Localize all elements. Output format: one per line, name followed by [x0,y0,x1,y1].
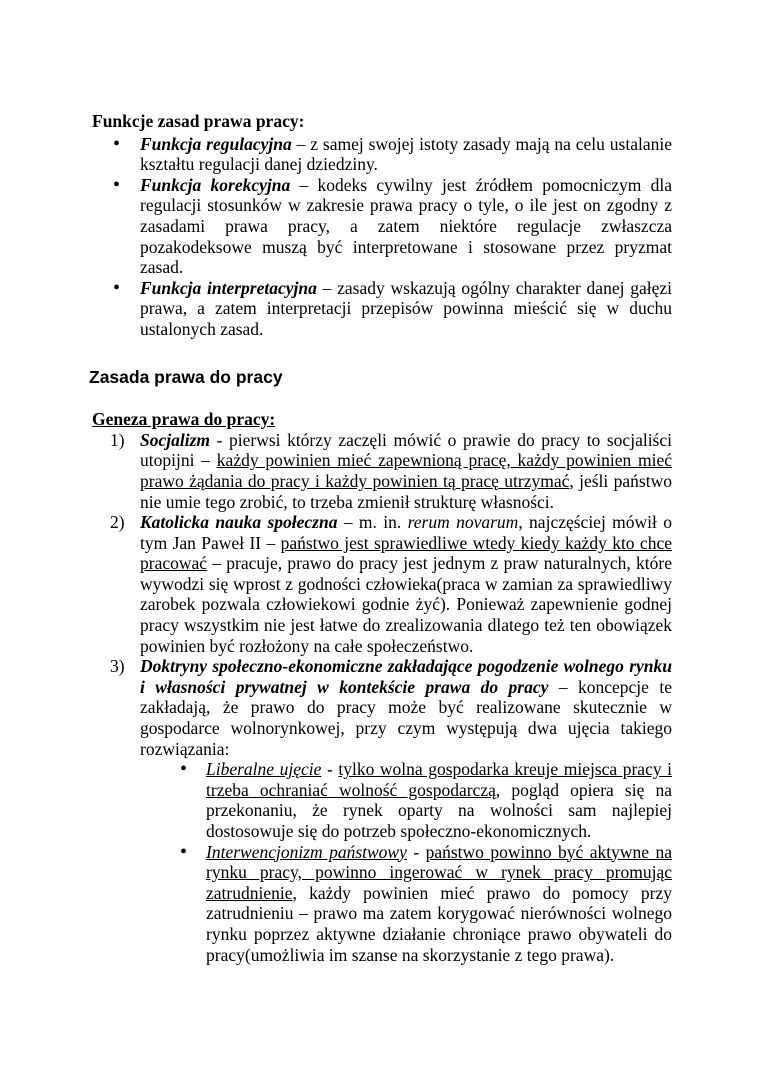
genesis-heading: Geneza prawa do pracy: [92,409,276,430]
genesis-list [92,430,672,965]
item-text: , pogląd opiera się na przekonaniu, że rynek oparty na wolności sam najlepiej dostosowuje się do potrzeb społeczno-ekonomicznych. [206,779,672,841]
list-item [110,429,673,512]
term: Katolicka nauka społeczna [140,512,338,533]
functions-heading: Funkcje zasad prawa pracy: [92,111,305,131]
list-item [140,175,672,278]
item-number: 3) [110,656,125,677]
underlined-text: tylko wolna gospodarka kreuje miejsca pracy i trzeba ochraniać wolność gospodarczą [206,759,673,800]
item-text: – kodeks cywilny jest źródłem pomocniczym dla regulacji stosunków w zakresie prawa pracy o tyle, o ile jest on zgodny z zasadami prawa pracy, a zatem niektóre regulacje zwłaszcza pozakodeksowe muszą być interpretowane i stosowane przez pryzmat zasad. [140,174,672,278]
sub-list-item [206,842,672,966]
underlined-text: państwo powinno być aktywne na rynku pracy, powinno ingerować w rynek pracy promując zatrudnienie [206,841,672,903]
italic-text: rerum novarum [407,512,519,533]
item-text: , każdy powinien mieć prawo do pomocy przy zatrudnieniu – prawo ma zatem korygować nierówności wolnego rynku poprzez aktywne działanie chroniące prawo obywateli do pracy(umożliwia im szanse na skorzystanie z tego prawa). [206,882,672,965]
term: Funkcja regulacyjna [140,133,292,154]
item-number: 2) [110,512,125,533]
item-text: - pierwsi którzy zaczęli mówić o prawie do pracy to socjaliści utopijni – [140,429,672,471]
item-text: – zasady wskazują ogólny charakter danej gałęzi prawa, a zatem interpretacji przepisów powinna mieścić się w duchu ustalonych zasad. [140,277,672,339]
list-item [140,134,672,175]
item-text: - [406,841,426,862]
list-item [110,656,673,965]
term: Funkcja interpretacyjna [140,277,317,298]
underlined-text: państwo jest sprawiedliwe wtedy kiedy każdy kto chce pracować [140,532,672,574]
item-text: , jeśli państwo nie umie tego zrobić, to trzeba zmienił strukturę własności. [140,470,672,512]
item-text: – pracuje, prawo do pracy jest jednym z praw naturalnych, które wywodzi się wprost z godności człowieka(praca w zamian za sprawiedliwy zarobek pozwala człowiekowi godnie żyć). Ponieważ zapewnienie godnej pracy wszystkim nie jest łatwe do zrealizowania dlatego też ten obowiązek powinien być rozłożony na całe społeczeństwo. [140,553,672,656]
functions-list [92,134,672,340]
term: Socjalizm [140,429,211,450]
item-number: 1) [110,429,125,450]
section-title: Zasada prawa do pracy [89,366,283,387]
item-text: - [321,759,339,780]
item-text: – koncepcje te zakładają, że prawo do pracy może być realizowane skutecznie w gospodarce wolnorynkowej, przy czym występują dwa ujęcia takiego rozwiązania: [140,676,672,759]
item-text: , najczęściej mówił o tym Jan Paweł II – [140,512,672,553]
list-item [110,512,672,656]
sub-list [140,759,672,965]
term: Funkcja korekcyjna [140,174,291,195]
term: Interwencjonizm państwowy [206,841,407,862]
term: Doktryny społeczno-ekonomiczne zakładające pogodzenie wolnego rynku i własności prywatnej w kontekście prawa do pracy [140,656,672,697]
term: Liberalne ujęcie [206,759,322,780]
list-item [140,278,672,340]
sub-list-item [206,759,672,841]
item-text: – m. in. [337,512,408,533]
underlined-text: każdy powinien mieć zapewnioną pracę, każdy powinien mieć prawo żądania do pracy i każdy powinien tą pracę utrzymać [140,450,673,491]
item-text: – z samej swojej istoty zasady mają na celu ustalanie kształtu regulacji danej dziedziny. [140,133,673,175]
